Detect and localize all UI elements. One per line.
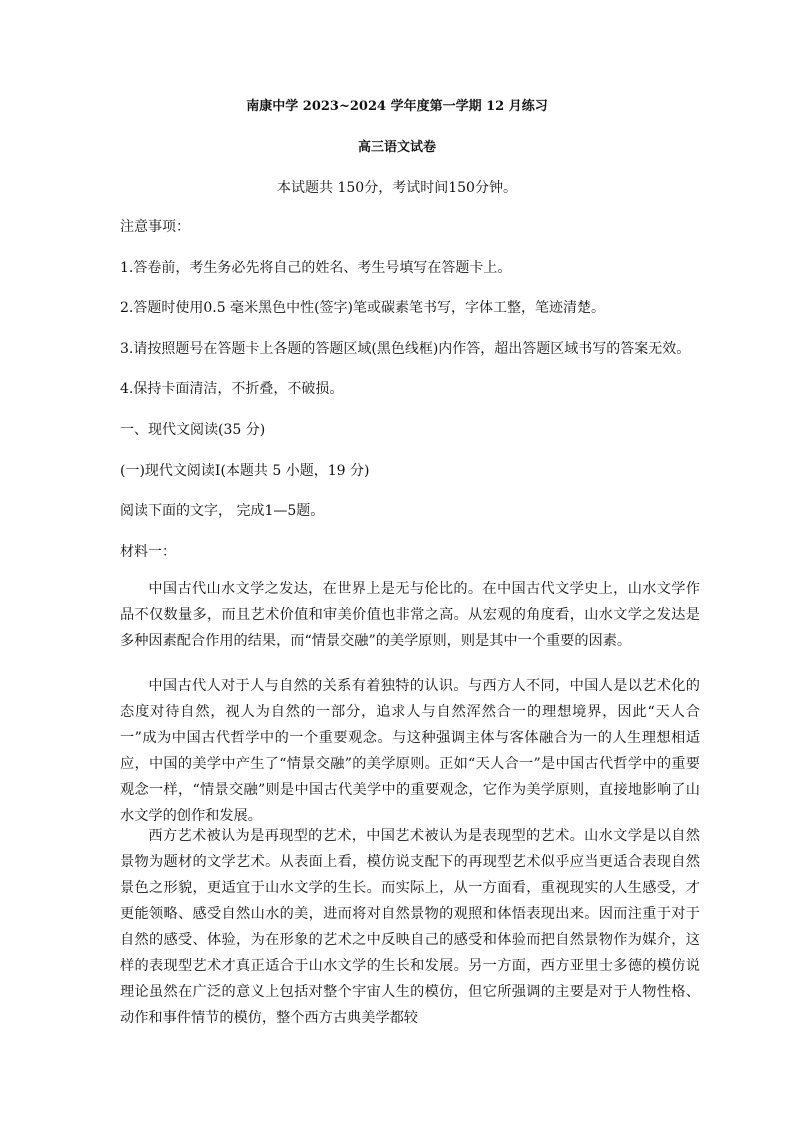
section-heading: 一、现代文阅读(35 分) (120, 422, 266, 438)
paper-subtitle: 高三语文试卷 (357, 140, 436, 155)
exam-title: 南康中学 2023~2024 学年度第一学期 12 月练习 (246, 99, 548, 114)
paragraph-1: 中国古代山水文学之发达，在世界上是无与伦比的。在中国古代文学史上，山水文学作品不仅数量多，而且艺术价值和审美价值也非常之高。从宏观的角度看，山水文学之发达是多种因素配合作用的结果，而“情景交融”的美学原则，则是其中一个重要的因素。 (120, 581, 700, 649)
notes-heading: 注意事项： (120, 219, 190, 235)
note-item-2: 2.答题时使用0.5 毫米黑色中性(签字)笔或碳素笔书写，字体工整，笔迹清楚。 (120, 300, 605, 316)
note-item-4: 4.保持卡面清洁，不折叠，不破损。 (120, 381, 344, 397)
section-sub-heading: (一)现代文阅读Ⅰ(本题共 5 小题，19 分) (120, 463, 370, 479)
note-item-3: 3.请按照题号在答题卡上各题的答题区域(黑色线框)内作答，超出答题区域书写的答案无效。 (120, 341, 691, 357)
material-label: 材料一： (120, 544, 176, 560)
paragraph-2: 中国古代人对于人与自然的关系有着独特的认识。与西方人不同，中国人是以艺术化的态度对待自然，视人为自然的一部分，追求人与自然浑然合一的理想境界，因此“天人合一”成为中国古代哲学中的一个重要观念。与这种强调主体与客体融合为一的人生理想相适应，中国的美学中产生了“情景交融”的美学原则。正如“天人合一”是中国古代哲学中的重要观念一样，“情景交融”则是中国古代美学中的重要观念，它作为美学原则，直接地影响了山水文学的创作和发展。 (120, 678, 700, 824)
exam-info: 本试题共 150分，考试时间150分钟。 (277, 180, 517, 196)
reading-instruction: 阅读下面的文字， 完成1—5题。 (120, 503, 325, 519)
note-item-1: 1.答卷前，考生务必先将自己的姓名、考生号填写在答题卡上。 (120, 260, 512, 276)
paragraph-3: 西方艺术被认为是再现型的艺术，中国艺术被认为是表现型的艺术。山水文学是以自然景物为题材的文学艺术。从表面上看，模仿说支配下的再现型艺术似乎应当更适合表现自然景色之形貌，更适宜于山水文学的生长。而实际上，从一方面看，重视现实的人生感受，才更能领略、感受自然山水的美，进而将对自然景物的观照和体悟表现出来。因而注重于对于自然的感受、体验，为在形象的艺术之中反映自己的感受和体验而把自然景物作为媒介，这样的表现型艺术才真正适合于山水文学的生长和发展。另一方面，西方亚里士多德的模仿说理论虽然在广泛的意义上包括对整个宇宙人生的模仿，但它所强调的主要是对于人物性格、动作和事件情节的模仿，整个西方古典美学都较 (120, 828, 700, 1026)
